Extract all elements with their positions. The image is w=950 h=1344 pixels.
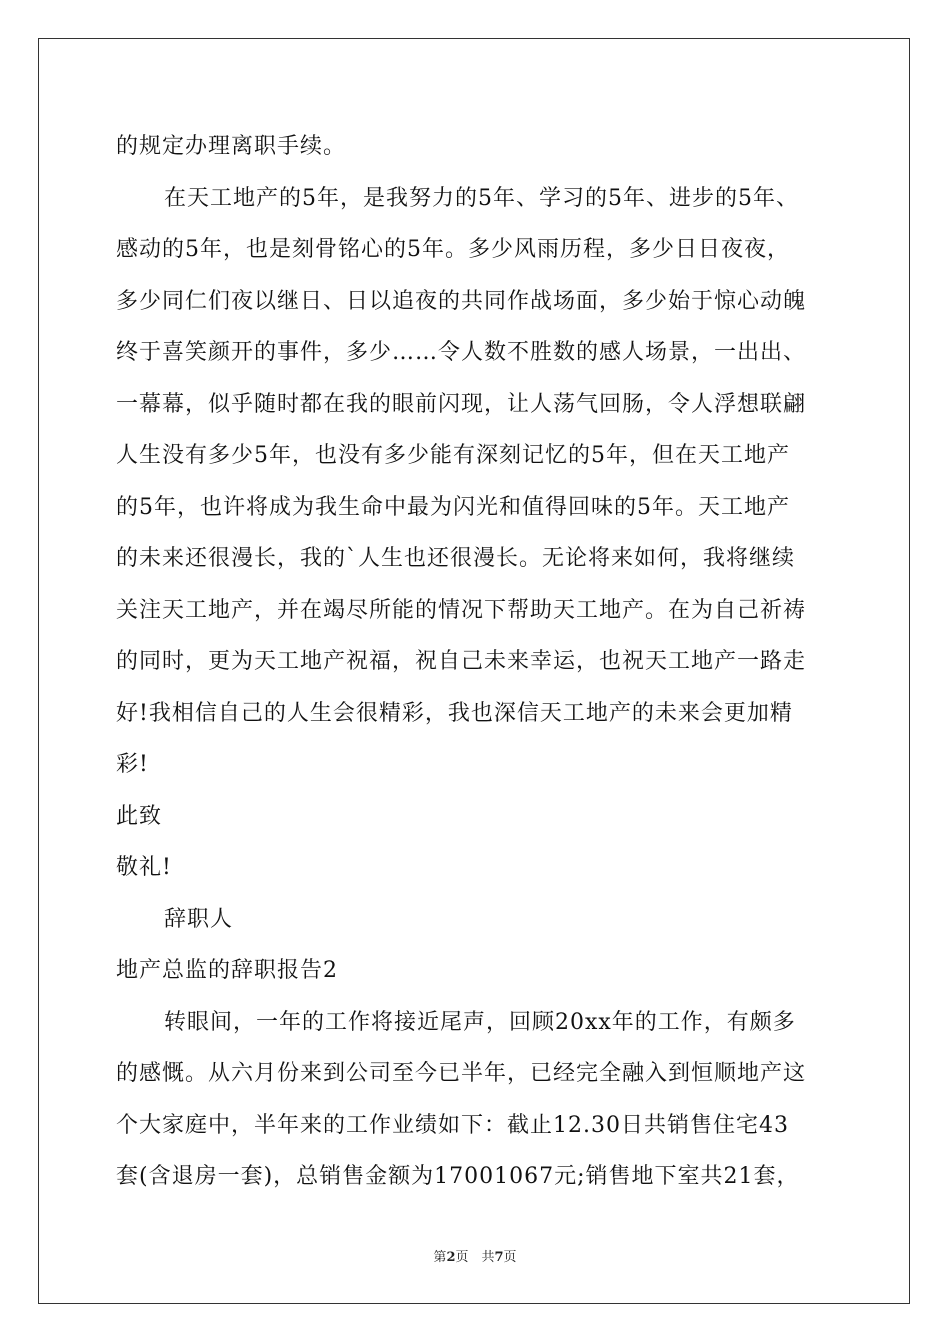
total-page-number: 7 <box>494 1250 504 1265</box>
page-suffix: 页 <box>503 1250 517 1265</box>
text-line: 的同时，更为天工地产祝福，祝自己未来幸运，也祝天工地产一路走 <box>116 649 807 674</box>
signature-label: 辞职人 <box>164 906 234 932</box>
text-line: 套(含退房一套)，总销售金额为17001067元;销售地下室共21套， <box>116 1164 800 1189</box>
text-line: 的未来还很漫长，我的`人生也还很漫长。无论将来如何，我将继续 <box>116 546 796 571</box>
page-mid: 页 共 <box>455 1250 495 1265</box>
closing-line: 敬礼! <box>116 855 172 880</box>
text-line: 一幕幕，似乎随时都在我的眼前闪现，让人荡气回肠，令人浮想联翩 <box>116 391 807 417</box>
text-line: 多少同仁们夜以继日、日以追夜的共同作战场面，多少始于惊心动魄 <box>116 288 807 314</box>
section-title: 地产总监的辞职报告2 <box>116 958 338 983</box>
text-line: 的5年，也许将成为我生命中最为闪光和值得回味的5年。天工地产 <box>116 494 790 520</box>
page-footer <box>0 1246 950 1265</box>
text-line: 感动的5年，也是刻骨铭心的5年。多少风雨历程，多少日日夜夜， <box>116 237 790 262</box>
salutation-line: 此致 <box>116 803 163 829</box>
document-body <box>116 121 856 1203</box>
paragraph-start-line: 转眼间，一年的工作将接近尾声，回顾20xx年的工作，有颇多 <box>164 1009 796 1035</box>
text-line: 人生没有多少5年，也没有多少能有深刻记忆的5年，但在天工地产 <box>116 443 790 468</box>
text-line: 关注天工地产，并在竭尽所能的情况下帮助天工地产。在为自己祈祷 <box>116 597 807 623</box>
paragraph-start-line: 在天工地产的5年，是我努力的5年、学习的5年、进步的5年、 <box>164 185 799 211</box>
text-line: 的规定办理离职手续。 <box>116 134 347 159</box>
text-line: 的感慨。从六月份来到公司至今已半年，已经完全融入到恒顺地产这 <box>116 1061 807 1086</box>
text-line: 个大家庭中，半年来的工作业绩如下：截止12.30日共销售住宅43 <box>116 1112 789 1138</box>
text-line: 彩! <box>116 752 149 777</box>
text-line: 好!我相信自己的人生会很精彩，我也深信天工地产的未来会更加精 <box>116 700 793 726</box>
current-page-number: 2 <box>446 1250 456 1265</box>
text-line: 终于喜笑颜开的事件，多少……令人数不胜数的感人场景，一出出、 <box>116 340 807 365</box>
page-prefix: 第 <box>433 1250 447 1265</box>
